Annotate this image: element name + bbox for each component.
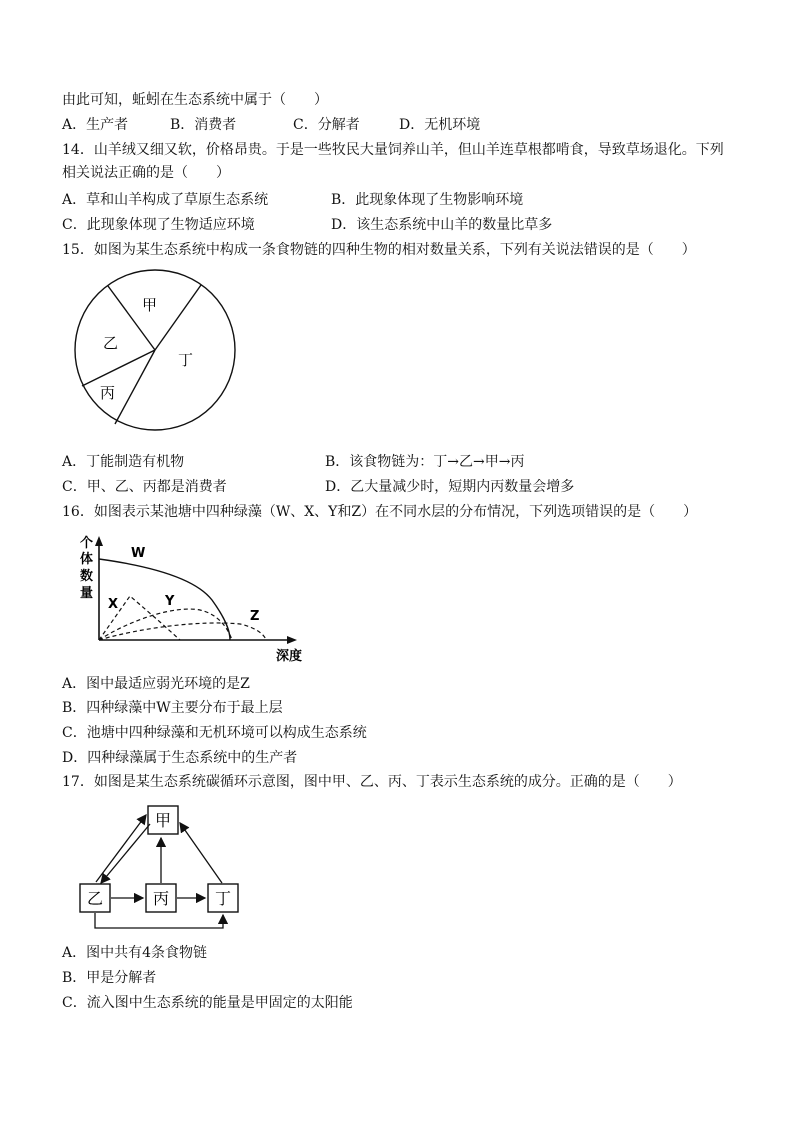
intro-option-c: C．分解者 — [293, 117, 360, 133]
q15-stem: 15．如图为某生态系统中构成一条食物链的四种生物的相对数量关系，下列有关说法错误的是（ ） — [62, 242, 696, 258]
arrow-yi-to-ding — [95, 913, 223, 928]
q15-option-d: D．乙大量减少时，短期内丙数量会增多 — [325, 479, 575, 495]
q15-option-b: B．该食物链为：丁→乙→甲→丙 — [325, 454, 525, 470]
curve-label-z: Z — [250, 609, 260, 624]
x-axis-arrow — [287, 636, 297, 644]
pie-label-ding: 丁 — [178, 351, 194, 369]
y-axis-arrow — [95, 536, 103, 546]
q14-option-d: D．该生态系统中山羊的数量比草多 — [331, 217, 553, 233]
q16-option-d: D．四种绿藻属于生态系统中的生产者 — [62, 750, 298, 766]
pie-label-yi: 乙 — [103, 334, 119, 352]
node-yi: 乙 — [87, 889, 104, 908]
intro-question: 由此可知，蚯蚓在生态系统中属于（ ） — [62, 92, 328, 108]
curve-label-y: Y — [165, 594, 175, 609]
pie-divider — [82, 350, 155, 386]
arrow-ding-to-jia — [180, 823, 222, 883]
q15-option-c: C．甲、乙、丙都是消费者 — [62, 479, 227, 495]
x-label: 深度 — [276, 649, 303, 664]
pie-divider — [155, 285, 201, 350]
carbon-cycle-diagram — [70, 795, 260, 935]
q14-option-a: A．草和山羊构成了草原生态系统 — [62, 192, 269, 208]
intro-option-b: B．消费者 — [170, 117, 237, 133]
pie-divider — [115, 350, 155, 424]
arrow-jia-to-yi — [101, 824, 150, 883]
depth-graph — [75, 526, 315, 668]
arrow-yi-to-jia — [96, 815, 146, 882]
node-bing: 丙 — [153, 889, 170, 908]
intro-option-d: D．无机环境 — [399, 117, 481, 133]
y-label-char: 体 — [80, 552, 94, 567]
q17-option-c: C．流入图中生态系统的能量是甲固定的太阳能 — [62, 995, 353, 1011]
q16-stem: 16．如图表示某池塘中四种绿藻（W、X、Y和Z）在不同水层的分布情况，下列选项错误的是（ ） — [62, 504, 698, 520]
pie-label-bing: 丙 — [100, 384, 116, 402]
pie-label-jia: 甲 — [142, 296, 158, 314]
q17-option-a: A．图中共有4条食物链 — [62, 945, 208, 961]
q14-stem-line1: 14．山羊绒又细又软，价格昂贵。于是一些牧民大量饲养山羊，但山羊连草根都啃食，导致草场退化。下列 — [62, 142, 724, 158]
q16-option-c: C．池塘中四种绿藻和无机环境可以构成生态系统 — [62, 725, 367, 741]
node-ding: 丁 — [215, 889, 232, 908]
q17-stem: 17．如图是某生态系统碳循环示意图，图中甲、乙、丙、丁表示生态系统的成分。正确的是（ ） — [62, 774, 682, 790]
q15-option-a: A．丁能制造有机物 — [62, 454, 185, 470]
q14-option-b: B．此现象体现了生物影响环境 — [331, 192, 524, 208]
q16-option-a: A．图中最适应弱光环境的是Z — [62, 676, 250, 692]
curve-label-x: X — [108, 597, 119, 612]
curve-label-w: W — [131, 546, 146, 561]
y-label-char: 数 — [80, 569, 94, 584]
curve-z — [99, 623, 266, 640]
y-label-char: 量 — [80, 586, 94, 601]
q17-option-b: B．甲是分解者 — [62, 970, 157, 986]
intro-option-a: A．生产者 — [62, 117, 129, 133]
pie-figure — [60, 262, 260, 442]
q14-option-c: C．此现象体现了生物适应环境 — [62, 217, 255, 233]
y-label-char: 个 — [80, 536, 94, 551]
curve-y — [99, 609, 232, 640]
node-jia: 甲 — [155, 811, 172, 830]
q16-option-b: B．四种绿藻中W主要分布于最上层 — [62, 700, 283, 716]
q14-stem-line2: 相关说法正确的是（ ） — [62, 165, 230, 181]
